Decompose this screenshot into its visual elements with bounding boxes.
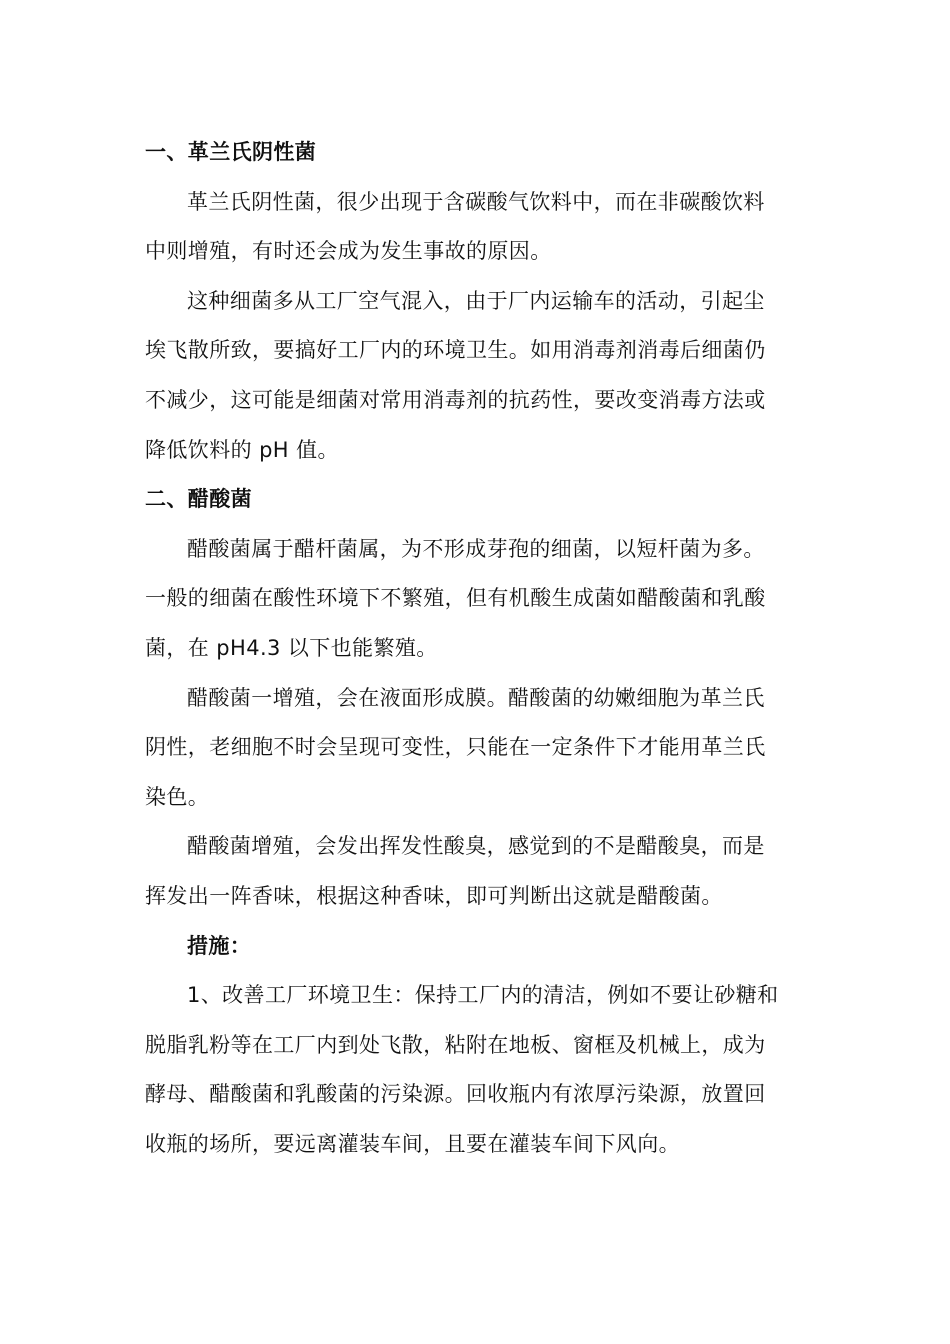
section-heading-acetic-acid-bacteria: 二、醋酸菌: [145, 487, 252, 512]
section-heading-gram-negative: 一、革兰氏阴性菌: [145, 140, 317, 164]
paragraph-gram-negative-intro: [145, 178, 805, 277]
paragraph-line: 阴性，老细胞不时会呈现可变性，只能在一定条件下才能用革兰氏: [145, 735, 766, 760]
paragraph-acetic-odor: [145, 822, 805, 921]
paragraph-line: 1、改善工厂环境卫生：保持工厂内的清洁，例如不要让砂糖和: [187, 983, 779, 1008]
document-page: [145, 128, 805, 1169]
paragraph-line: 一般的细菌在酸性环境下不繁殖，但有机酸生成菌如醋酸菌和乳酸: [145, 586, 766, 611]
paragraph-line: 挥发出一阵香味，根据这种香味，即可判断出这就是醋酸菌。: [145, 883, 723, 908]
paragraph-line: 醋酸菌属于醋杆菌属，为不形成芽孢的细菌，以短杆菌为多。: [187, 536, 765, 561]
paragraph-acetic-film: [145, 674, 805, 823]
paragraph-line: 脱脂乳粉等在工厂内到处飞散，粘附在地板、窗框及机械上，成为: [145, 1032, 766, 1057]
paragraph-line: 收瓶的场所，要远离灌装车间，且要在灌装车间下风向。: [145, 1131, 680, 1156]
paragraph-line: 这种细菌多从工厂空气混入，由于厂内运输车的活动，引起尘: [187, 288, 765, 313]
paragraph-line: 降低饮料的 pH 值。: [145, 437, 339, 462]
paragraph-line: 醋酸菌一增殖，会在液面形成膜。醋酸菌的幼嫩细胞为革兰氏: [187, 685, 765, 710]
paragraph-line: 酵母、醋酸菌和乳酸菌的污染源。回收瓶内有浓厚污染源，放置回: [145, 1082, 766, 1107]
paragraph-measure-1: [145, 971, 805, 1169]
paragraph-line: 菌，在 pH4.3 以下也能繁殖。: [145, 635, 438, 660]
paragraph-line: 中则增殖，有时还会成为发生事故的原因。: [145, 239, 552, 264]
paragraph-line: 醋酸菌增殖，会发出挥发性酸臭，感觉到的不是醋酸臭，而是: [187, 834, 765, 859]
paragraph-acetic-intro: [145, 525, 805, 674]
paragraph-line: 埃飞散所致，要搞好工厂内的环境卫生。如用消毒剂消毒后细菌仍: [145, 338, 766, 363]
paragraph-line: 不减少，这可能是细菌对常用消毒剂的抗药性，要改变消毒方法或: [145, 387, 766, 412]
paragraph-line: 染色。: [145, 784, 210, 809]
measures-heading: 措施：: [187, 933, 252, 958]
paragraph-line: 革兰氏阴性菌，很少出现于含碳酸气饮料中，而在非碳酸饮料: [187, 189, 765, 214]
paragraph-gram-negative-source: [145, 277, 805, 475]
